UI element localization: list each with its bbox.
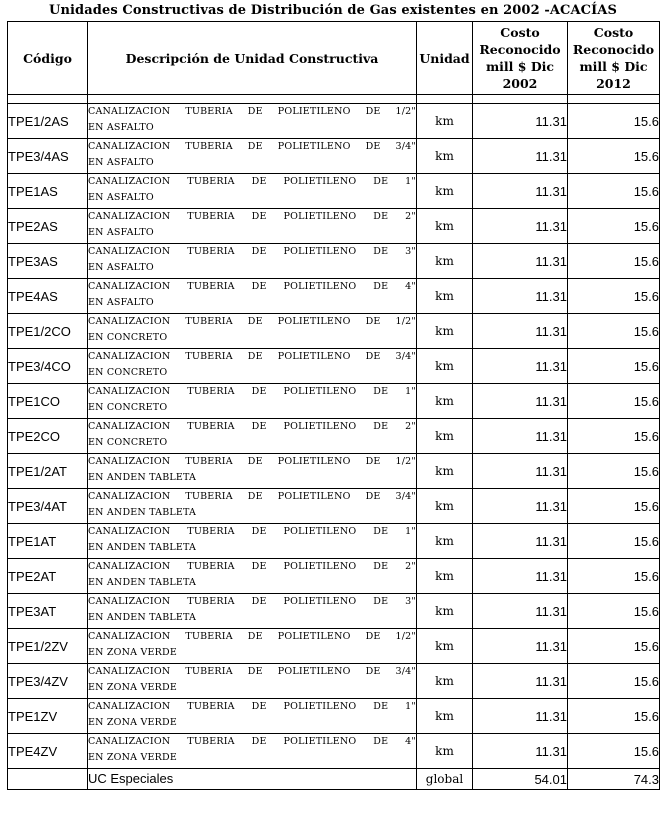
cell-codigo: TPE2CO — [8, 419, 88, 454]
cell-costo-2012: 15.6 — [568, 174, 660, 209]
cell-codigo: TPE4AS — [8, 279, 88, 314]
cell-unidad: km — [417, 419, 473, 454]
descripcion-line-1: CANALIZACION TUBERIA DE POLIETILENO DE 3" — [88, 246, 416, 257]
cell-costo-2012: 15.6 — [568, 699, 660, 734]
cell-codigo: TPE1/2ZV — [8, 629, 88, 664]
cell-descripcion — [88, 209, 417, 244]
header-unidad: Unidad — [417, 22, 473, 95]
cell-costo-2012: 15.6 — [568, 244, 660, 279]
descripcion-line-2: EN ASFALTO — [88, 227, 154, 238]
header-costo-2002-line3: mill $ Dic — [485, 59, 555, 74]
table-row-uc-especiales — [8, 769, 660, 790]
cell-descripcion — [88, 454, 417, 489]
table-header-row — [8, 22, 660, 95]
document-title: Unidades Constructivas de Distribución de Gas existentes en 2002 -ACACÍAS — [49, 3, 617, 18]
descripcion-line-2: EN CONCRETO — [88, 367, 168, 378]
descripcion-line-1: CANALIZACION TUBERIA DE POLIETILENO DE 1" — [88, 701, 416, 712]
cell-descripcion: UC Especiales — [88, 769, 417, 790]
descripcion-line-2: EN ZONA VERDE — [88, 682, 177, 693]
spacer-row — [8, 95, 660, 104]
header-costo-2012 — [568, 22, 660, 95]
cell-descripcion — [88, 384, 417, 419]
cell-costo-2012: 15.6 — [568, 209, 660, 244]
cell-costo-2012: 15.6 — [568, 419, 660, 454]
cell-descripcion — [88, 174, 417, 209]
table-row — [8, 489, 660, 524]
table-row — [8, 524, 660, 559]
table-row — [8, 139, 660, 174]
cell-costo-2002: 11.31 — [473, 699, 568, 734]
descripcion-line-1: CANALIZACION TUBERIA DE POLIETILENO DE 3" — [88, 596, 416, 607]
spacer-cell — [473, 95, 568, 104]
cell-descripcion — [88, 244, 417, 279]
cell-costo-2002: 11.31 — [473, 349, 568, 384]
cell-codigo: TPE1/2AS — [8, 104, 88, 139]
cell-unidad: km — [417, 384, 473, 419]
header-costo-2002 — [473, 22, 568, 95]
table-row — [8, 664, 660, 699]
cell-unidad: km — [417, 454, 473, 489]
table-row — [8, 384, 660, 419]
cell-descripcion — [88, 279, 417, 314]
header-costo-2012-line3: mill $ Dic — [579, 59, 648, 74]
descripcion-line-1: CANALIZACION TUBERIA DE POLIETILENO DE 1/2" — [88, 106, 416, 117]
descripcion-line-2: EN ANDEN TABLETA — [88, 577, 197, 588]
cell-unidad: km — [417, 139, 473, 174]
cell-descripcion — [88, 629, 417, 664]
descripcion-line-2: EN ANDEN TABLETA — [88, 507, 197, 518]
table-row — [8, 454, 660, 489]
cell-codigo: TPE2AT — [8, 559, 88, 594]
header-costo-2002-line2: Reconocido — [479, 42, 561, 57]
descripcion-line-1: CANALIZACION TUBERIA DE POLIETILENO DE 3/4" — [88, 351, 416, 362]
cell-descripcion — [88, 699, 417, 734]
header-costo-2002-line4: 2002 — [502, 76, 538, 91]
cell-costo-2002: 11.31 — [473, 279, 568, 314]
descripcion-line-2: EN ASFALTO — [88, 262, 154, 273]
spacer-cell — [568, 95, 660, 104]
descripcion-line-2: EN ZONA VERDE — [88, 717, 177, 728]
cell-costo-2002: 11.31 — [473, 314, 568, 349]
descripcion-line-2: EN ASFALTO — [88, 157, 154, 168]
spacer-cell — [417, 95, 473, 104]
cell-costo-2012: 15.6 — [568, 279, 660, 314]
cell-costo-2012: 15.6 — [568, 734, 660, 769]
cell-unidad: km — [417, 314, 473, 349]
descripcion-line-1: CANALIZACION TUBERIA DE POLIETILENO DE 3/4" — [88, 666, 416, 677]
table-row — [8, 559, 660, 594]
cell-costo-2002: 11.31 — [473, 419, 568, 454]
spacer-cell — [8, 95, 88, 104]
cell-codigo — [8, 769, 88, 790]
cell-costo-2012: 15.6 — [568, 489, 660, 524]
cell-codigo: TPE1AT — [8, 524, 88, 559]
cell-costo-2012: 15.6 — [568, 664, 660, 699]
cell-unidad: global — [417, 769, 473, 790]
cell-unidad: km — [417, 489, 473, 524]
cell-codigo: TPE1/2CO — [8, 314, 88, 349]
cell-costo-2012: 15.6 — [568, 349, 660, 384]
descripcion-line-2: EN CONCRETO — [88, 332, 168, 343]
descripcion-line-2: EN ASFALTO — [88, 297, 154, 308]
cell-codigo: TPE3/4CO — [8, 349, 88, 384]
cell-unidad: km — [417, 209, 473, 244]
descripcion-line-2: EN CONCRETO — [88, 402, 168, 413]
cell-codigo: TPE1ZV — [8, 699, 88, 734]
cell-unidad: km — [417, 664, 473, 699]
cell-costo-2002: 54.01 — [473, 769, 568, 790]
descripcion-line-1: CANALIZACION TUBERIA DE POLIETILENO DE 1/2" — [88, 316, 416, 327]
descripcion-line-1: CANALIZACION TUBERIA DE POLIETILENO DE 1" — [88, 526, 416, 537]
descripcion-line-1: CANALIZACION TUBERIA DE POLIETILENO DE 3/4" — [88, 491, 416, 502]
descripcion-line-1: CANALIZACION TUBERIA DE POLIETILENO DE 2" — [88, 561, 416, 572]
cell-costo-2012: 15.6 — [568, 559, 660, 594]
descripcion-line-1: CANALIZACION TUBERIA DE POLIETILENO DE 1/2" — [88, 631, 416, 642]
descripcion-line-2: EN ZONA VERDE — [88, 752, 177, 763]
descripcion-line-2: EN ASFALTO — [88, 122, 154, 133]
cell-descripcion — [88, 594, 417, 629]
table-row — [8, 244, 660, 279]
cell-costo-2012: 15.6 — [568, 454, 660, 489]
table-row — [8, 279, 660, 314]
header-costo-2012-line2: Reconocido — [572, 42, 655, 57]
cell-unidad: km — [417, 699, 473, 734]
cell-costo-2012: 15.6 — [568, 594, 660, 629]
cell-unidad: km — [417, 559, 473, 594]
table-row — [8, 629, 660, 664]
cell-descripcion — [88, 524, 417, 559]
cell-descripcion — [88, 419, 417, 454]
cell-unidad: km — [417, 279, 473, 314]
spacer-cell — [88, 95, 417, 104]
descripcion-line-2: EN ANDEN TABLETA — [88, 472, 197, 483]
descripcion-line-2: EN ZONA VERDE — [88, 647, 177, 658]
cell-unidad: km — [417, 524, 473, 559]
descripcion-line-1: CANALIZACION TUBERIA DE POLIETILENO DE 2" — [88, 421, 416, 432]
cell-descripcion — [88, 664, 417, 699]
descripcion-line-1: CANALIZACION TUBERIA DE POLIETILENO DE 3/4" — [88, 141, 416, 152]
table-row — [8, 174, 660, 209]
descripcion-line-1: CANALIZACION TUBERIA DE POLIETILENO DE 4" — [88, 736, 416, 747]
table-row — [8, 349, 660, 384]
cell-codigo: TPE4ZV — [8, 734, 88, 769]
header-descripcion: Descripción de Unidad Constructiva — [88, 22, 417, 95]
cell-descripcion — [88, 139, 417, 174]
cell-unidad: km — [417, 349, 473, 384]
cell-codigo: TPE1/2AT — [8, 454, 88, 489]
cell-costo-2002: 11.31 — [473, 454, 568, 489]
cell-costo-2012: 74.3 — [568, 769, 660, 790]
cell-costo-2002: 11.31 — [473, 244, 568, 279]
cell-costo-2002: 11.31 — [473, 174, 568, 209]
table-body — [8, 104, 660, 790]
cell-codigo: TPE3AS — [8, 244, 88, 279]
descripcion-line-1: CANALIZACION TUBERIA DE POLIETILENO DE 4" — [88, 281, 416, 292]
cell-unidad: km — [417, 104, 473, 139]
cell-costo-2012: 15.6 — [568, 629, 660, 664]
cell-unidad: km — [417, 244, 473, 279]
cell-unidad: km — [417, 594, 473, 629]
cell-costo-2012: 15.6 — [568, 314, 660, 349]
cell-codigo: TPE3/4AT — [8, 489, 88, 524]
unidades-constructivas-table — [7, 21, 660, 790]
cell-unidad: km — [417, 629, 473, 664]
cell-descripcion — [88, 104, 417, 139]
cell-codigo: TPE3AT — [8, 594, 88, 629]
table-row — [8, 594, 660, 629]
header-costo-2012-line1: Costo — [593, 25, 634, 40]
cell-descripcion — [88, 734, 417, 769]
descripcion-line-2: EN CONCRETO — [88, 437, 168, 448]
cell-codigo: TPE1CO — [8, 384, 88, 419]
descripcion-line-2: EN ANDEN TABLETA — [88, 612, 197, 623]
cell-costo-2012: 15.6 — [568, 524, 660, 559]
cell-costo-2002: 11.31 — [473, 594, 568, 629]
header-costo-2012-line4: 2012 — [596, 76, 631, 91]
cell-codigo: TPE3/4ZV — [8, 664, 88, 699]
table-row — [8, 734, 660, 769]
table-row — [8, 699, 660, 734]
cell-codigo: TPE3/4AS — [8, 139, 88, 174]
table-row — [8, 314, 660, 349]
cell-descripcion — [88, 559, 417, 594]
header-codigo: Código — [8, 22, 88, 95]
cell-costo-2002: 11.31 — [473, 629, 568, 664]
header-costo-2002-line1: Costo — [500, 25, 540, 40]
cell-costo-2002: 11.31 — [473, 384, 568, 419]
cell-unidad: km — [417, 174, 473, 209]
cell-costo-2012: 15.6 — [568, 104, 660, 139]
cell-descripcion — [88, 489, 417, 524]
descripcion-line-1: CANALIZACION TUBERIA DE POLIETILENO DE 1" — [88, 386, 416, 397]
cell-costo-2002: 11.31 — [473, 559, 568, 594]
descripcion-line-1: CANALIZACION TUBERIA DE POLIETILENO DE 2" — [88, 211, 416, 222]
cell-costo-2002: 11.31 — [473, 734, 568, 769]
cell-unidad: km — [417, 734, 473, 769]
cell-costo-2012: 15.6 — [568, 139, 660, 174]
cell-codigo: TPE2AS — [8, 209, 88, 244]
cell-descripcion — [88, 349, 417, 384]
descripcion-line-2: EN ANDEN TABLETA — [88, 542, 197, 553]
cell-costo-2002: 11.31 — [473, 139, 568, 174]
cell-costo-2002: 11.31 — [473, 104, 568, 139]
descripcion-line-1: CANALIZACION TUBERIA DE POLIETILENO DE 1" — [88, 176, 416, 187]
cell-costo-2002: 11.31 — [473, 664, 568, 699]
cell-codigo: TPE1AS — [8, 174, 88, 209]
cell-costo-2002: 11.31 — [473, 524, 568, 559]
cell-descripcion — [88, 314, 417, 349]
cell-costo-2002: 11.31 — [473, 209, 568, 244]
descripcion-line-2: EN ASFALTO — [88, 192, 154, 203]
table-row — [8, 104, 660, 139]
cell-costo-2002: 11.31 — [473, 489, 568, 524]
table-row — [8, 209, 660, 244]
descripcion-line-1: CANALIZACION TUBERIA DE POLIETILENO DE 1/2" — [88, 456, 416, 467]
table-row — [8, 419, 660, 454]
cell-costo-2012: 15.6 — [568, 384, 660, 419]
